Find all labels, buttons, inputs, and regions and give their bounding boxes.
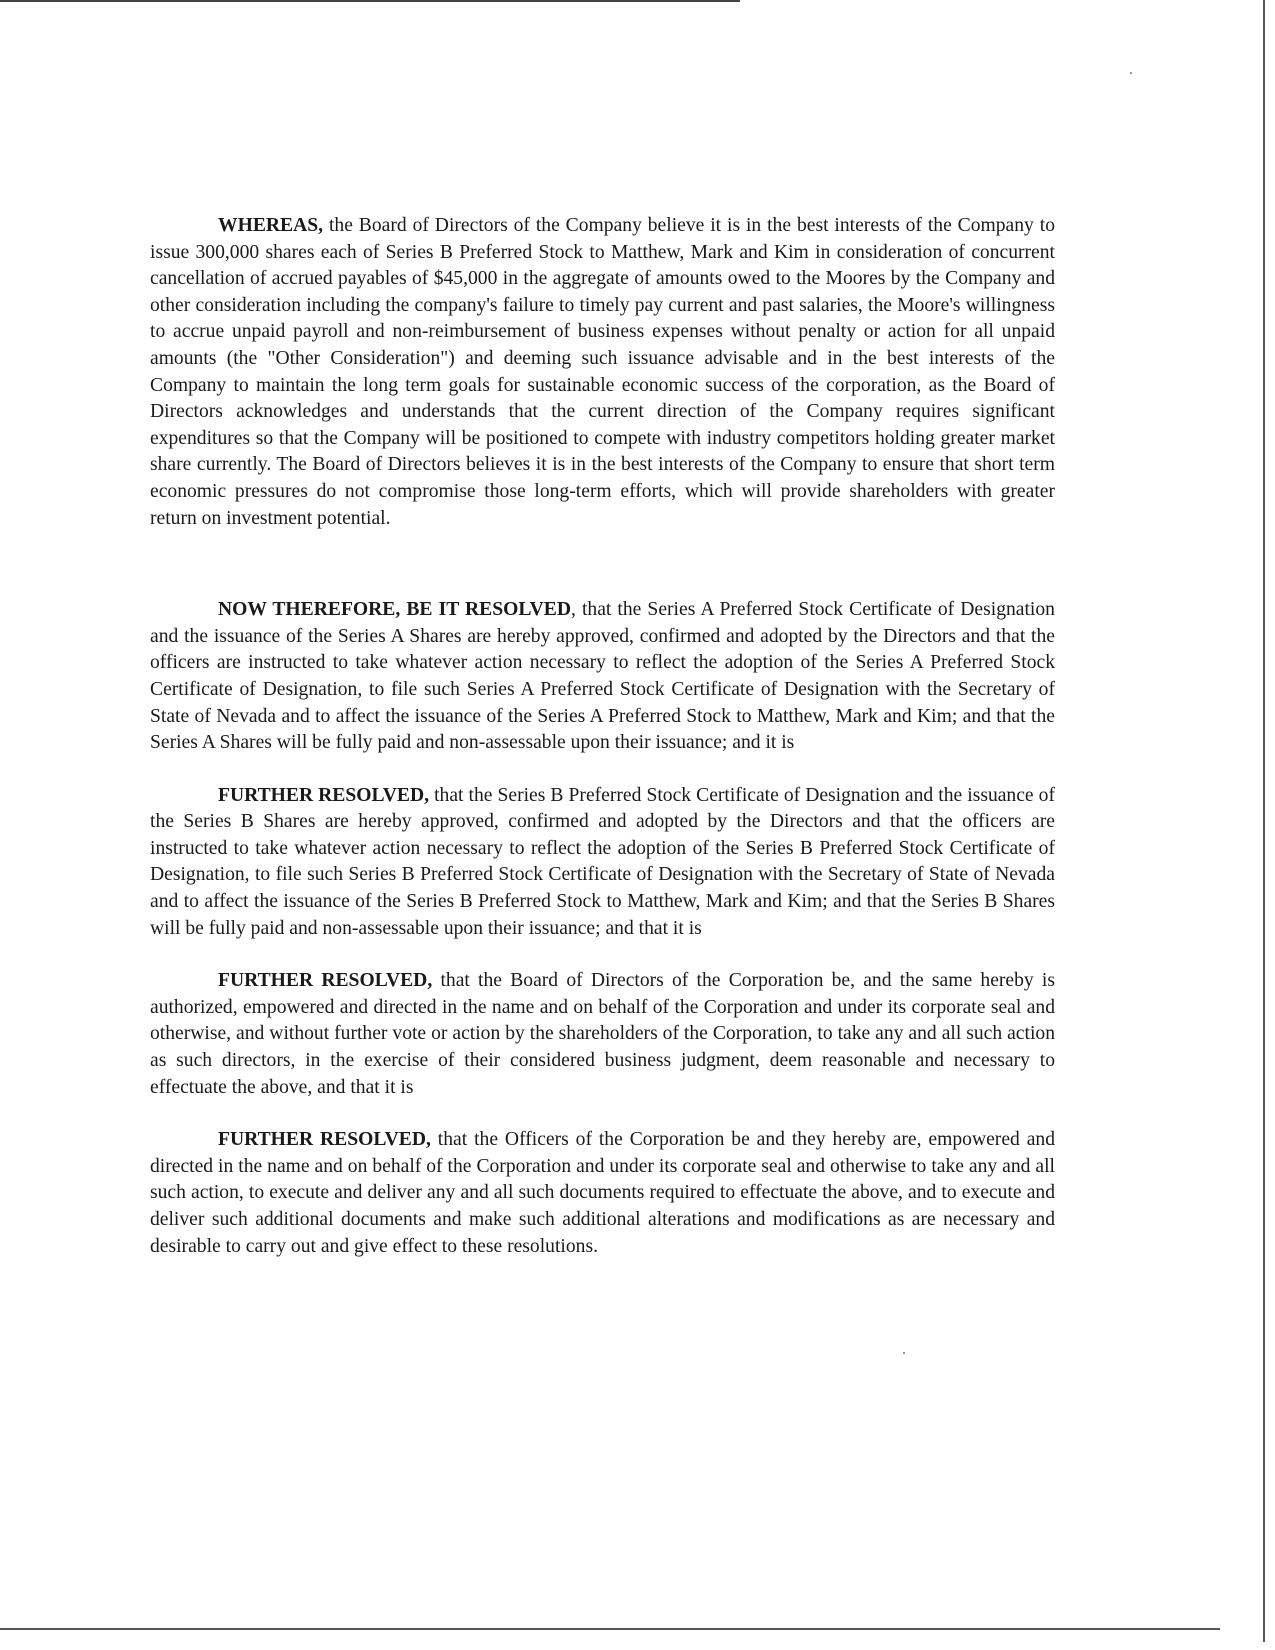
paragraph-lead: FURTHER RESOLVED,	[218, 784, 430, 806]
paragraph-text: that the Series B Preferred Stock Certificate of Designation and the issuance of the Series B Shares are hereby approved, confirmed and adopted by the Directors and that the officers are instructed to take whatever action necessary to reflect the adoption of the Series B Preferred Stock Certificate of Designation, to file such Series B Preferred Stock Certificate of Designation with the Secretary of State of Nevada and to affect the issuance of the Series B Preferred Stock to Matthew, Mark and Kim; and that the Series B Shares will be fully paid and non-assessable upon their issuance; and that it is	[150, 784, 1055, 939]
resolution-paragraph	[150, 968, 1055, 1101]
scan-edge-top	[0, 0, 740, 2]
paragraph-lead: FURTHER RESOLVED,	[218, 970, 433, 992]
paragraph-text: that the Officers of the Corporation be and they hereby are, empowered and directed in the name and on behalf of the Corporation and under its corporate seal and otherwise to take any and all such action, to execute and deliver any and all such documents required to effectuate the above, and to execute and deliver such additional documents and make such additional alterations and modifications as are necessary and desirable to carry out and give effect to these resolutions.	[150, 1129, 1055, 1257]
paragraph-text: the Board of Directors of the Company believe it is in the best interests of the Company to issue 300,000 shares each of Series B Preferred Stock to Matthew, Mark and Kim in consideration of concurrent cancellation of accrued payables of $45,000 in the aggregate of amounts owed to the Moores by the Company and other consideration including the company's failure to timely pay current and past salaries, the Moore's willingness to accrue unpaid payroll and non-reimbursement of business expenses without penalty or action for all unpaid amounts (the "Other Consideration") and deeming such issuance advisable and in the best interests of the Company to maintain the long term goals for sustainable economic success of the corporation, as the Board of Directors acknowledges and understands that the current direction of the Company requires significant expenditures so that the Company will be positioned to compete with industry competitors holding greater market share currently. The Board of Directors believes it is in the best interests of the Company to ensure that short term economic pressures do not compromise those long-term efforts, which will provide shareholders with greater return on investment potential.	[150, 215, 1055, 529]
paragraph-text: , that the Series A Preferred Stock Certificate of Designation and the issuance of the Series A Shares are hereby approved, confirmed and adopted by the Directors and that the officers are instructed to take whatever action necessary to reflect the adoption of the Series A Preferred Stock Certificate of Designation, to file such Series A Preferred Stock Certificate of Designation with the Secretary of State of Nevada and to affect the issuance of the Series A Preferred Stock to Matthew, Mark and Kim; and that the Series A Shares will be fully paid and non-assessable upon their issuance; and it is	[150, 599, 1055, 754]
scan-edge-bottom	[0, 1628, 1220, 1630]
resolution-paragraph	[150, 783, 1055, 943]
paragraph-text: that the Board of Directors of the Corporation be, and the same hereby is authorized, empowered and directed in the name and on behalf of the Corporation and under its corporate seal and otherwise, and without further vote or action by the shareholders of the Corporation, to take any and all such action as such directors, in the exercise of their considered business judgment, deem reasonable and necessary to effectuate the above, and that it is	[150, 970, 1055, 1098]
paragraph-lead: NOW THEREFORE, BE IT RESOLVED	[218, 599, 571, 621]
resolution-paragraph	[150, 1127, 1055, 1260]
resolution-paragraph	[150, 597, 1055, 757]
scan-speck	[1130, 72, 1132, 74]
scan-speck	[903, 1352, 905, 1354]
document-body	[150, 213, 1055, 1260]
paragraph-lead: WHEREAS,	[218, 215, 324, 236]
paragraph-lead: FURTHER RESOLVED,	[218, 1129, 431, 1151]
scan-edge-right	[1263, 0, 1265, 1642]
whereas-paragraph	[150, 213, 1055, 532]
